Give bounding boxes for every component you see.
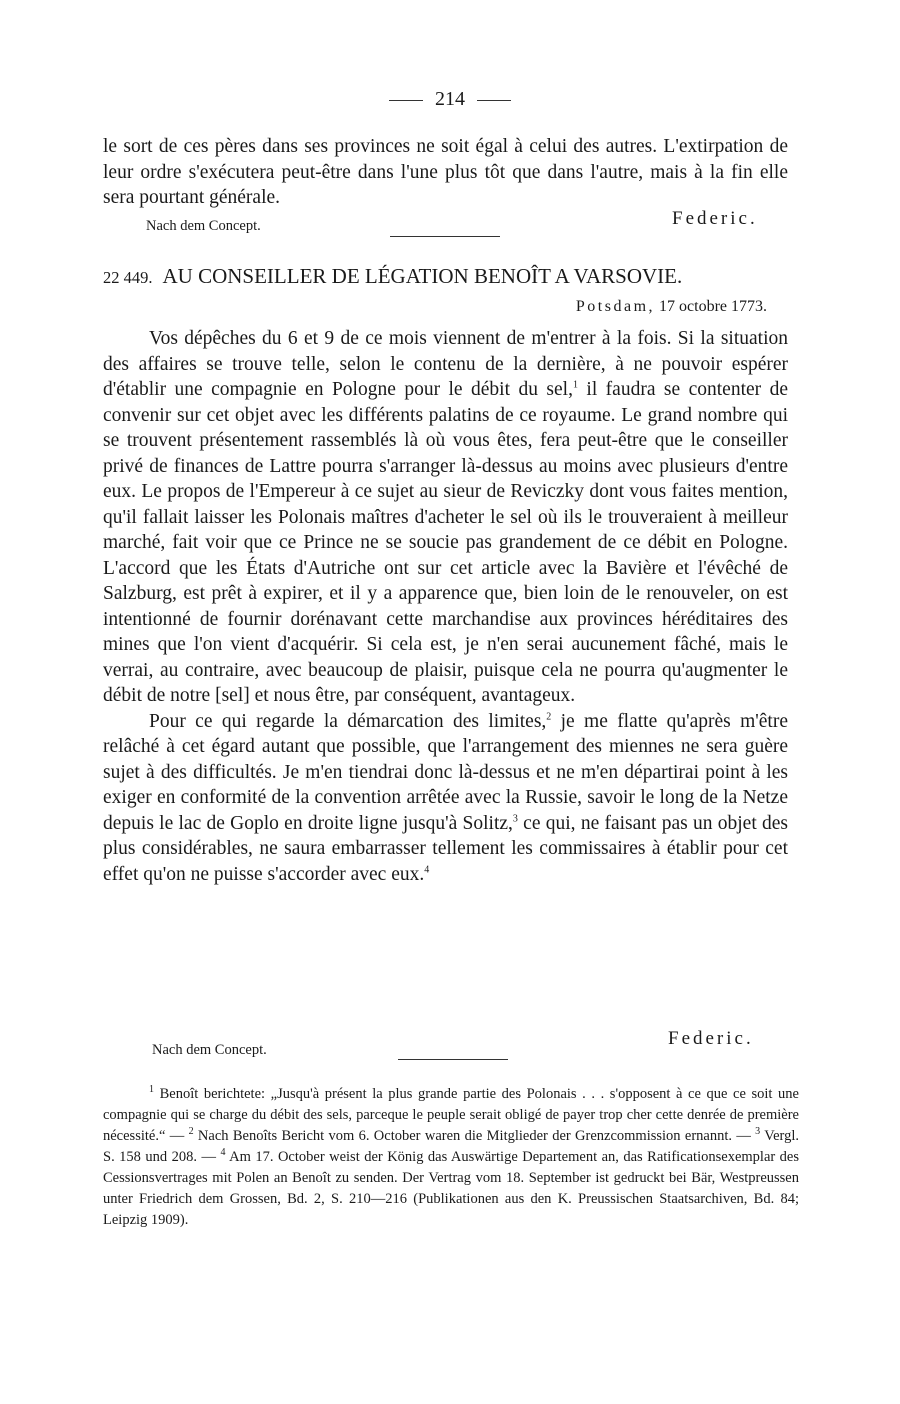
para2-text: Pour ce qui regarde la démarcation des limites, — [149, 710, 547, 732]
first-divider — [390, 236, 500, 237]
footnote-3: Vergl. S. 158 und 208. — — [103, 1128, 800, 1165]
footnote-ref-4: 4 — [424, 864, 430, 875]
para1-text: Vos dépêches du 6 et 9 de ce mois viennent de m'entrer à la fois. Si la situation des affaires se trouve telle, selon le contenu de la dernière, à ne pouvoir espérer d'établir une compagnie en Pologne pour le débit du sel, — [103, 328, 788, 400]
second-source-note: Nach dem Concept. — [152, 1042, 267, 1058]
letter-number: 22 449. — [103, 268, 153, 287]
second-signature: Federic. — [668, 1028, 754, 1049]
para1-continuation: il faudra se contenter de convenir sur cet objet avec les différents palatins de ce royaume. Le grand nombre qui se trouvent présentement rassemblés là où vous êtes, fera peut-être que le conseiller privé de finances de Lattre pourra s'arranger là-dessus au moins avec plusieurs d'entre eux. Le propos de l'Empereur à ce sujet au sieur de Reviczky dont vous faites mention, qu'il fallait laisser les Polonais maîtres d'acheter le sel où ils le trouveraient à meilleur marché, fait voir que ce Prince ne se soucie pas grandement de ce débit en Pologne. L'accord que les États d'Autriche ont sur cet article avec la Bavière et l'évêché de Salzburg, est prêt à expirer, et il y a apparence que, bien loin de le renouveler, on est intentionné de fournir dorénavant cette marchandise aux provinces héréditaires des mines que l'on vient d'acquérir. Si cela est, je n'en serai aucunement fâché, mais le verrai, au contraire, avec beaucoup de plaisir, puisque cela ne pourra qu'augmenter le débit de notre [sel] et nous être, par conséquent, avantageux. — [103, 379, 788, 706]
letter-paragraph-2 — [103, 709, 788, 888]
carryover-paragraph — [103, 134, 788, 211]
letter-paragraph-1 — [103, 326, 788, 709]
first-signature: Federic. — [672, 208, 758, 229]
footnote-4: Am 17. October weist der König das Auswärtige Departement an, das Ratificationsexemplar des Cessionsvertrages mit Polen an Benoît zu senden. Der Vertrag vom 18. September ist gedruckt bei Bär, Westpreussen unter Friedrich dem Grossen, Bd. 2, S. 210—216 (Publikationen aus den K. Preussischen Staatsarchiven, Bd. 84; Leipzig 1909). — [103, 1149, 800, 1228]
footnote-3-mark: 3 — [755, 1126, 761, 1138]
second-divider — [398, 1059, 508, 1060]
letter-title: AU CONSEILLER DE LÉGATION BENOÎT A VARSOVIE. — [162, 264, 683, 288]
header-dash-right — [477, 100, 511, 101]
footnote-2-mark: 2 — [188, 1126, 194, 1138]
header-dash-left — [389, 100, 423, 101]
footnote-4-mark: 4 — [220, 1147, 226, 1159]
dateline-place: Potsdam, — [575, 298, 656, 315]
page-header — [0, 88, 900, 111]
letter-heading — [103, 264, 793, 289]
letter-body — [103, 326, 788, 887]
first-source-note: Nach dem Concept. — [146, 218, 261, 234]
para2-continuation-2: ce qui, ne faisant pas un objet des plus considérables, ne saura embarrasser tellement les commissaires à établir pour cet effet qu'on ne puisse s'accorder avec eux. — [103, 812, 788, 885]
dateline — [576, 298, 767, 316]
footnote-1-mark: 1 — [149, 1084, 154, 1096]
footnotes — [103, 1084, 799, 1231]
footnote-ref-1: 1 — [572, 379, 578, 391]
page-number: 214 — [435, 88, 465, 110]
footnote-1: Benoît berichtete: „Jusqu'à présent la plus grande partie des Polonais . . . s'opposent à ce que ce soit une compagnie qui se charge du débit des sels, parceque le peuple serait obligé de payer trop cher cette denrée de première nécessité.“ — — [103, 1086, 799, 1144]
footnote-ref-3: 3 — [512, 813, 518, 824]
footnote-ref-2: 2 — [546, 711, 552, 722]
footnote-block — [103, 1084, 799, 1231]
dateline-date: 17 octobre 1773. — [659, 298, 767, 315]
carryover-text: le sort de ces pères dans ses provinces ne soit égal à celui des autres. L'extirpation de leur ordre s'exécutera peut-être dans l'une plus tôt que dans l'autre, mais à la fin elle sera pourtant générale. — [103, 136, 788, 208]
para2-continuation-1: je me flatte qu'après m'être relâché à cet égard autant que possible, que l'arrangement des miennes ne sera guère sujet à des difficultés. Je m'en tiendrai donc là-dessus et ne m'en départirai point à les exiger en conformité de la convention arrêtée avec la Russie, savoir le long de la Netze depuis le lac de Goplo en droite ligne jusqu'à Solitz, — [103, 710, 788, 834]
footnote-2: Nach Benoîts Bericht vom 6. October waren die Mitglieder der Grenzcommission ernannt. — — [193, 1128, 751, 1144]
